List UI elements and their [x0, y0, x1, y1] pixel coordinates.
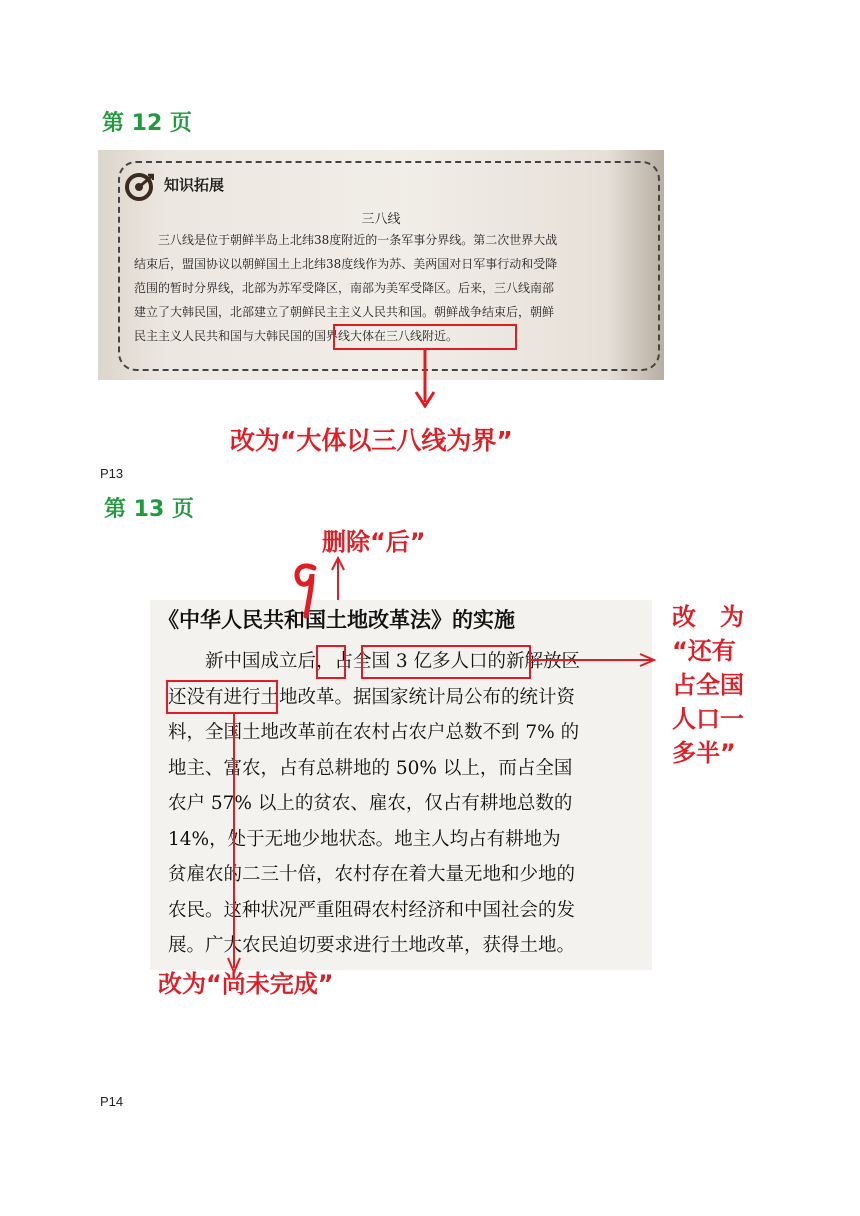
- text-line: 地主、富农，占有总耕地的 50% 以上，而占全国: [168, 757, 573, 779]
- down-arrow-icon: [226, 712, 242, 974]
- note-line: 人口一: [672, 705, 744, 733]
- text-line: 民主主义人民共和国与大韩民国的国界线大体在三八线附近。: [134, 329, 459, 343]
- note-line: 多半”: [672, 739, 736, 767]
- down-arrow-icon: [410, 350, 440, 408]
- side-note: [672, 600, 772, 770]
- text-line: 14%，处于无地少地状态。地主人均占有耕地为: [168, 828, 561, 850]
- section-title: 《中华人民共和国土地改革法》的实施: [158, 607, 515, 632]
- text-line: 范围的暂时分界线，北部为苏军受降区，南部为美军受降区。后来，三八线南部: [134, 281, 555, 295]
- note-line: 改 为: [672, 603, 744, 631]
- page12-heading: 第 12 页: [102, 111, 192, 136]
- bottom-correction-note: 改为“尚未完成”: [158, 970, 334, 998]
- text-line: 建立了大韩民国，北部建立了朝鲜民主主义人民共和国。朝鲜战争结束后，朝鲜: [134, 305, 555, 319]
- text-line: 新中国成立后，占全国 3 亿多人口的新解放区: [205, 651, 581, 672]
- right-arrow-icon: [530, 652, 660, 668]
- page-label: P14: [100, 1094, 124, 1109]
- note-line: “还有: [672, 637, 736, 665]
- note-line: 占全国: [672, 671, 744, 699]
- text-line: 农户 57% 以上的贫农、雇农，仅占有耕地总数的: [168, 793, 573, 814]
- page-label: P13: [100, 466, 124, 481]
- page13-heading: 第 13 页: [104, 497, 194, 522]
- target-icon: [124, 172, 154, 202]
- text-line: 结束后，盟国协议以朝鲜国土上北纬38度线作为苏、美两国对日军事行动和受降: [134, 257, 558, 271]
- correction-note: 改为“大体以三八线为界”: [230, 426, 513, 455]
- highlight-box: [361, 645, 531, 679]
- highlight-box: [316, 645, 346, 679]
- highlight-box: [166, 680, 278, 714]
- deletion-mark-icon: [286, 560, 326, 622]
- delete-note: 删除“后”: [322, 528, 426, 556]
- text-line: 还没有进行土地改革。据国家统计局公布的统计资: [168, 686, 576, 708]
- text-line: 贫雇农的二三十倍，农村存在着大量无地和少地的: [168, 864, 576, 885]
- text-line: 展。广大农民迫切要求进行土地改革，获得土地。: [168, 935, 576, 956]
- knowledge-box-title: 知识拓展: [164, 176, 225, 194]
- text-line: 农民。这种状况严重阻碍农村经济和中国社会的发: [168, 899, 576, 921]
- section-subtitle: 三八线: [361, 212, 401, 227]
- text-line: 料，全国土地改革前在农村占农户总数不到 7% 的: [168, 722, 580, 743]
- text-line: 三八线是位于朝鲜半岛上北纬38度附近的一条军事分界线。第二次世界大战: [158, 233, 558, 247]
- highlight-box: [333, 324, 517, 350]
